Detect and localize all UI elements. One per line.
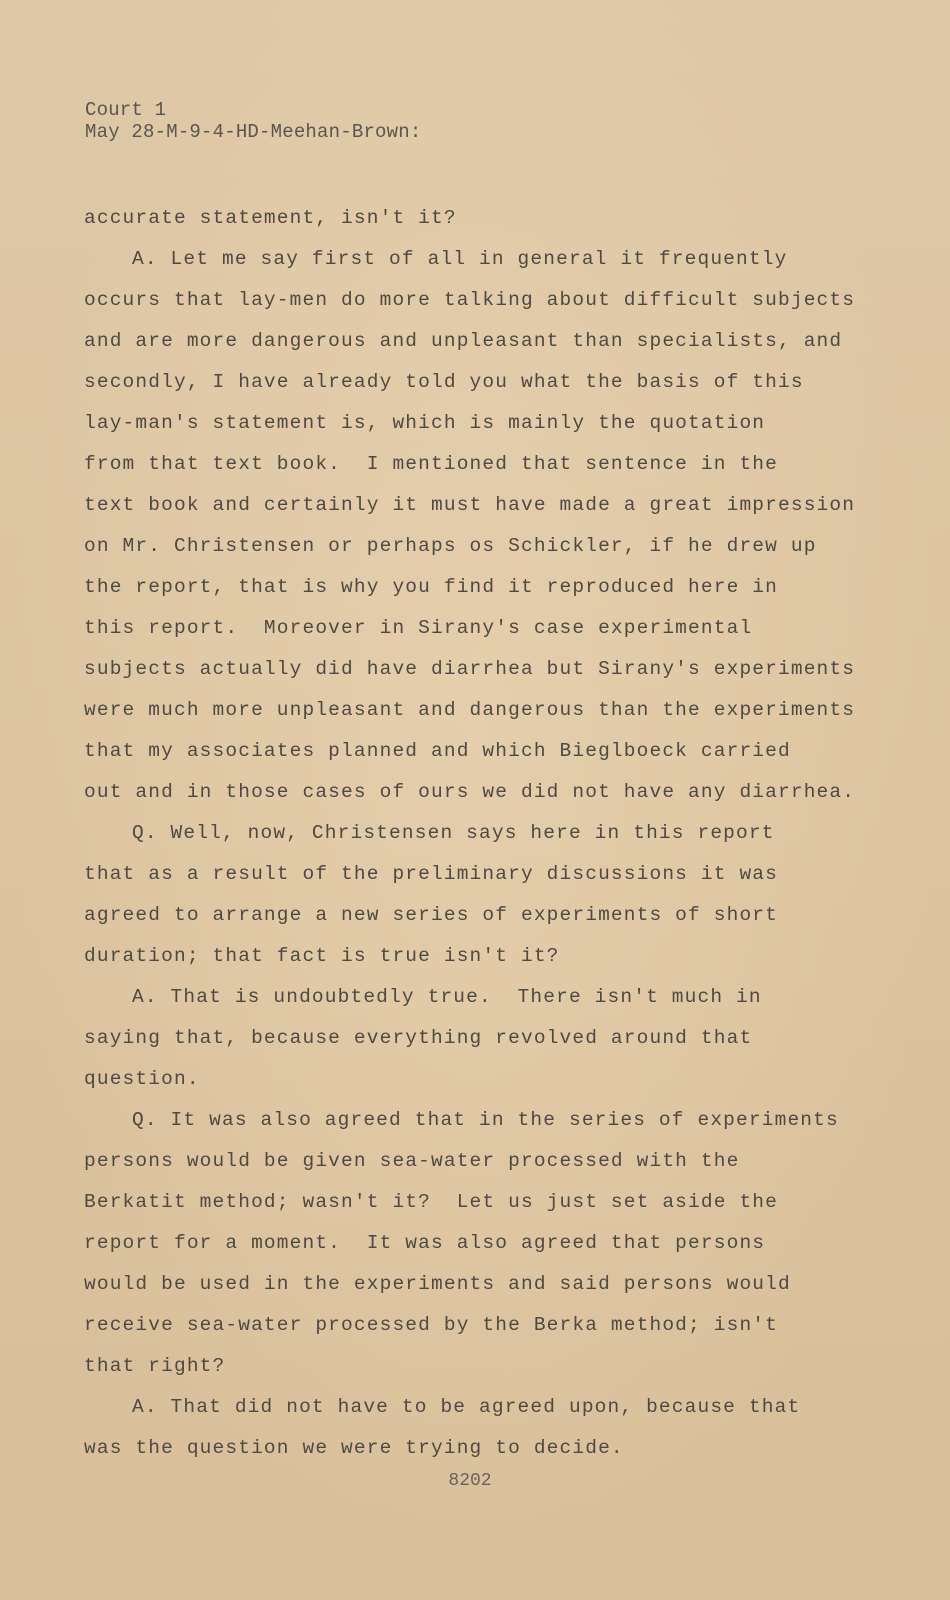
transcript-line: Berkatit method; wasn't it? Let us just set aside the <box>84 1191 779 1213</box>
transcript-line: secondly, I have already told you what the basis of this <box>84 371 804 393</box>
transcript-line: A. That is undoubtedly true. There isn't much in <box>132 986 762 1008</box>
transcript-line: persons would be given sea-water processed with the <box>84 1150 740 1172</box>
transcript-body <box>84 198 924 1469</box>
court-label: Court 1 <box>85 99 167 121</box>
document-header <box>85 99 421 143</box>
transcript-line: A. That did not have to be agreed upon, because that <box>132 1396 801 1418</box>
transcript-line: A. Let me say first of all in general it frequently <box>132 248 788 270</box>
transcript-line: report for a moment. It was also agreed that persons <box>84 1232 766 1254</box>
transcript-line: the report, that is why you find it reproduced here in <box>84 576 779 598</box>
transcript-line: this report. Moreover in Sirany's case experimental <box>84 617 753 639</box>
transcript-line: that my associates planned and which Bieglboeck carried <box>84 740 791 762</box>
session-reference: May 28-M-9-4-HD-Meehan-Brown: <box>85 121 422 143</box>
transcript-line: were much more unpleasant and dangerous than the experiments <box>84 699 856 721</box>
transcript-line: text book and certainly it must have made a great impression <box>84 494 856 516</box>
transcript-line: from that text book. I mentioned that sentence in the <box>84 453 779 475</box>
transcript-line: accurate statement, isn't it? <box>84 207 457 229</box>
transcript-line: Q. It was also agreed that in the series of experiments <box>132 1109 839 1131</box>
transcript-line: occurs that lay-men do more talking about difficult subjects <box>84 289 856 311</box>
transcript-line: that right? <box>84 1355 226 1377</box>
transcript-line: subjects actually did have diarrhea but Sirany's experiments <box>84 658 856 680</box>
transcript-line: on Mr. Christensen or perhaps os Schickler, if he drew up <box>84 535 817 557</box>
transcript-line: Q. Well, now, Christensen says here in this report <box>132 822 775 844</box>
transcript-line: was the question we were trying to decide. <box>84 1437 624 1459</box>
transcript-line: agreed to arrange a new series of experiments of short <box>84 904 779 926</box>
transcript-line: that as a result of the preliminary discussions it was <box>84 863 779 885</box>
transcript-line: receive sea-water processed by the Berka method; isn't <box>84 1314 779 1336</box>
transcript-line: question. <box>84 1068 200 1090</box>
transcript-line: duration; that fact is true isn't it? <box>84 945 560 967</box>
transcript-line: lay-man's statement is, which is mainly the quotation <box>84 412 766 434</box>
transcript-line: would be used in the experiments and said persons would <box>84 1273 791 1295</box>
transcript-line: out and in those cases of ours we did not have any diarrhea. <box>84 781 856 803</box>
page-number: 8202 <box>448 1471 492 1491</box>
transcript-line: and are more dangerous and unpleasant than specialists, and <box>84 330 843 352</box>
transcript-line: saying that, because everything revolved around that <box>84 1027 753 1049</box>
